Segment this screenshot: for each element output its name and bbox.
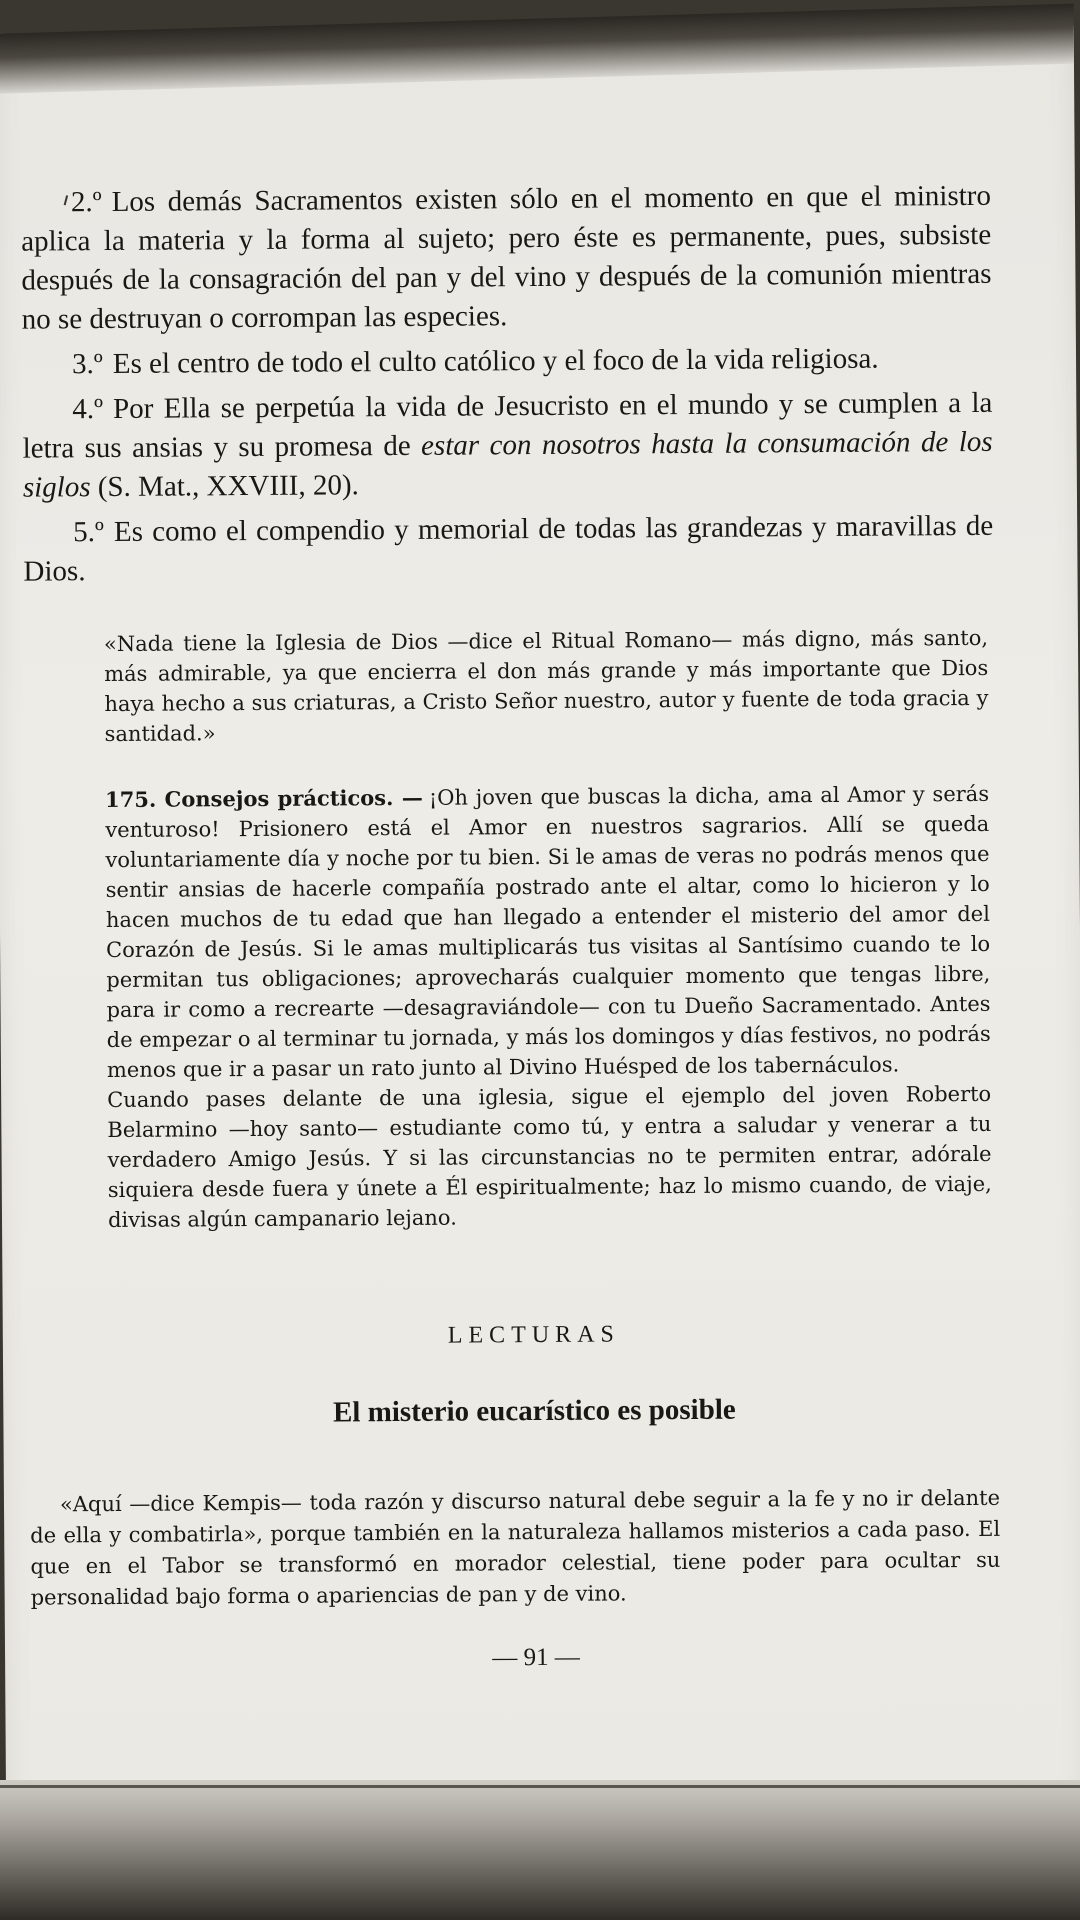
paragraph-3 [22, 339, 992, 385]
page-top-edge [0, 4, 1074, 94]
consejos-heading: 175. Consejos prácticos. — [104, 784, 423, 813]
paragraph-number: 2.º [70, 186, 102, 219]
paragraph-number: 5.º [73, 516, 105, 549]
consejos-body-continued: Cuando pases delante de una iglesia, sigue el ejemplo del joven Roberto Belarmino —hoy santo— estudiante como tú, y entra a saludar y venerar a tu verdadero Amigo Jesús. Y si las circunstancias no te permiten entrar, adórale siquiera desde fuera y únete a Él espiritualmente; haz lo mismo cuando, de viaje, divisas algún campanario lejano. [107, 1081, 992, 1233]
paragraph-text: Es el centro de todo el culto católico y el foco de la vida religiosa. [112, 342, 879, 380]
paragraph-text: Los demás Sacramentos existen sólo en el momento en que el ministro aplica la materia y la forma al sujeto; pero éste es permanente, pues, subsiste después de la consagración del pan y del vino y después de la comunión mientras no se destruyan o corrompan las especies. [21, 179, 992, 336]
paragraph-text: Por Ella se perpetúa la vida de Jesucristo en el mundo y se cumplen a la letra sus ansias y su promesa de [22, 386, 993, 465]
ritual-quote: «Nada tiene la Iglesia de Dios —dice el Ritual Romano— más digno, más santo, más admirable, ya que encierra el don más grande y más importante que Dios haya hecho a sus criaturas, a Cristo Señor nuestro, autor y fuente de toda gracia y santidad.» [103, 625, 989, 747]
consejos-section [25, 779, 997, 1086]
page-number: — 91 — [492, 1643, 580, 1672]
page-content [21, 177, 1001, 1676]
paragraph-number: 3.º [71, 348, 103, 381]
section-title: LECTURAS [447, 1321, 620, 1349]
paragraph-2 [21, 177, 992, 340]
paragraph-citation: (S. Mat., XXVIII, 20). [90, 469, 359, 504]
consejos-body: ¡Oh joven que buscas la dicha, ama al Amor y serás venturoso! Prisionero está el Amor en nuestros sagrarios. Allí se queda voluntariamente día y noche por tu bien. Si le amas de veras no podrás menos que sentir ansias de hacerle compañía postrado ante el altar, como lo hicieron y lo hacen muchos de tu edad que han llegado a entender el misterio del amor del Corazón de Jesús. Si le amas multiplicarás tus visitas al Santísimo cuando te lo permitan tus obligaciones; aprovecharás cualquier momento que tengas libre, para ir como a recrearte —desagraviándole— con tu Dueño Sacramentado. Antes de empezar o al terminar tu jornada, y más los domingos y días festivos, no podrás menos que ir a pasar un rato junto al Divino Huésped de los tabernáculos. [105, 781, 991, 1083]
paragraph-italic-quote: estar con nosotros hasta la consumación de los siglos [22, 425, 993, 504]
paragraph-5 [23, 507, 994, 592]
paragraph-number: 4.º [72, 393, 104, 426]
page-bottom-edge [0, 1785, 1080, 1788]
paragraph-4 [22, 384, 993, 508]
book-page [0, 26, 1080, 1833]
reading-title: El misterio eucarístico es posible [332, 1393, 736, 1429]
paragraph-text: Es como el compendio y memorial de todas las grandezas y maravillas de Dios. [23, 509, 994, 588]
kempis-paragraph: «Aquí —dice Kempis— toda razón y discurso natural debe seguir a la fe y no ir delante de ella y combatirla», porque también en la naturaleza hallamos misterios a cada paso. El que en el Tabor se transformó en morador celestial, tiene poder para ocultar su personalidad bajo forma o apariencias de pan y de vino. [30, 1485, 1001, 1610]
page-bottom-shadow [0, 1780, 1080, 1920]
